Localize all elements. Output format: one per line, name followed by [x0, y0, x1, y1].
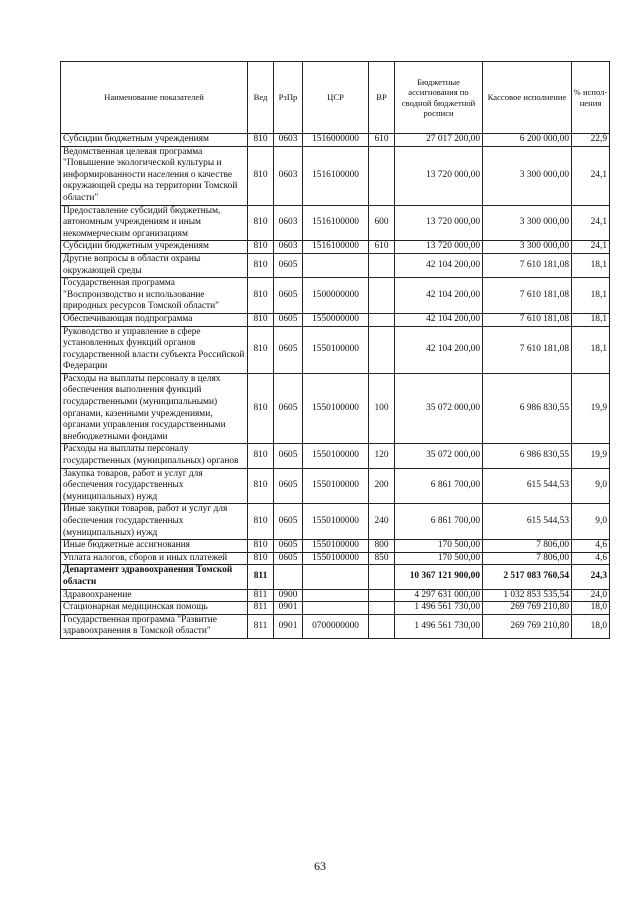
- cell-rzpr: 0605: [274, 278, 303, 314]
- cell-csr: 1516000000: [303, 134, 369, 147]
- cell-percent: 24,1: [572, 205, 610, 241]
- cell-csr: 1516100000: [303, 146, 369, 205]
- cell-budget: 42 104 200,00: [395, 278, 483, 314]
- cell-vr: [369, 313, 395, 326]
- cell-vr: 600: [369, 205, 395, 241]
- cell-cash: 2 517 083 760,54: [483, 565, 572, 589]
- cell-csr: 1550100000: [303, 468, 369, 504]
- cell-percent: 9,0: [572, 468, 610, 504]
- cell-percent: 22,9: [572, 134, 610, 147]
- cell-percent: 9,0: [572, 504, 610, 540]
- cell-ved: 811: [248, 602, 274, 615]
- cell-name: Предоставление субсидий бюджетным, автономным учреждениям и иным некоммерческим организациям: [61, 205, 248, 241]
- cell-ved: 810: [248, 205, 274, 241]
- cell-cash: 7 610 181,08: [483, 326, 572, 373]
- cell-vr: 200: [369, 468, 395, 504]
- cell-rzpr: 0605: [274, 444, 303, 468]
- cell-vr: [369, 602, 395, 615]
- cell-ved: 810: [248, 504, 274, 540]
- budget-execution-table: [60, 61, 610, 639]
- cell-vr: [369, 326, 395, 373]
- cell-percent: 24,0: [572, 589, 610, 602]
- header-percent: % испол-нения: [572, 62, 610, 134]
- cell-cash: 7 610 181,08: [483, 313, 572, 326]
- cell-csr: 1550100000: [303, 444, 369, 468]
- cell-percent: 18,1: [572, 253, 610, 277]
- cell-ved: 810: [248, 146, 274, 205]
- cell-budget: 13 720 000,00: [395, 205, 483, 241]
- cell-rzpr: [274, 565, 303, 589]
- cell-budget: 1 496 561 730,00: [395, 614, 483, 638]
- cell-budget: 42 104 200,00: [395, 253, 483, 277]
- cell-name: Обеспечивающая подпрограмма: [61, 313, 248, 326]
- cell-vr: 120: [369, 444, 395, 468]
- cell-budget: 13 720 000,00: [395, 241, 483, 254]
- table-row: [61, 602, 610, 615]
- cell-csr: 1516100000: [303, 205, 369, 241]
- cell-name: Стационарная медицинская помощь: [61, 602, 248, 615]
- cell-percent: 18,0: [572, 614, 610, 638]
- cell-csr: 1550100000: [303, 326, 369, 373]
- cell-name: Другие вопросы в области охраны окружающей среды: [61, 253, 248, 277]
- cell-csr: 1550100000: [303, 504, 369, 540]
- cell-name: Государственная программа "Развитие здравоохранения в Томской области": [61, 614, 248, 638]
- cell-cash: 615 544,53: [483, 504, 572, 540]
- table-row: [61, 565, 610, 589]
- cell-rzpr: 0605: [274, 253, 303, 277]
- cell-ved: 810: [248, 241, 274, 254]
- cell-rzpr: 0901: [274, 614, 303, 638]
- cell-cash: 269 769 210,80: [483, 614, 572, 638]
- cell-vr: 240: [369, 504, 395, 540]
- cell-budget: 6 861 700,00: [395, 468, 483, 504]
- cell-ved: 810: [248, 444, 274, 468]
- cell-budget: 4 297 631 000,00: [395, 589, 483, 602]
- table-row: [61, 468, 610, 504]
- cell-rzpr: 0605: [274, 540, 303, 553]
- cell-name: Государственная программа "Воспроизводство и использование природных ресурсов Томской области": [61, 278, 248, 314]
- cell-ved: 810: [248, 253, 274, 277]
- cell-budget: 35 072 000,00: [395, 373, 483, 444]
- cell-budget: 170 500,00: [395, 552, 483, 565]
- cell-percent: 24,1: [572, 146, 610, 205]
- cell-name: Руководство и управление в сфере установленных функций органов государственной власти субъекта Российской Федерации: [61, 326, 248, 373]
- header-cash: Кассовое исполнение: [483, 62, 572, 134]
- header-csr: ЦСР: [303, 62, 369, 134]
- cell-csr: [303, 565, 369, 589]
- table-row: [61, 278, 610, 314]
- table-row: [61, 205, 610, 241]
- table-row: [61, 504, 610, 540]
- cell-name: Уплата налогов, сборов и иных платежей: [61, 552, 248, 565]
- cell-cash: 3 300 000,00: [483, 146, 572, 205]
- cell-budget: 170 500,00: [395, 540, 483, 553]
- cell-budget: 1 496 561 730,00: [395, 602, 483, 615]
- table-row: [61, 589, 610, 602]
- cell-vr: 100: [369, 373, 395, 444]
- cell-rzpr: 0603: [274, 134, 303, 147]
- cell-cash: 6 200 000,00: [483, 134, 572, 147]
- cell-rzpr: 0605: [274, 504, 303, 540]
- cell-csr: [303, 602, 369, 615]
- cell-percent: 24,1: [572, 241, 610, 254]
- cell-budget: 27 017 200,00: [395, 134, 483, 147]
- cell-percent: 18,1: [572, 326, 610, 373]
- cell-vr: [369, 614, 395, 638]
- table-row: [61, 614, 610, 638]
- cell-name: Департамент здравоохранения Томской области: [61, 565, 248, 589]
- cell-budget: 35 072 000,00: [395, 444, 483, 468]
- cell-cash: 7 806,00: [483, 552, 572, 565]
- cell-ved: 811: [248, 565, 274, 589]
- cell-name: Ведомственная целевая программа "Повышение экологической культуры и информированности населения о качестве окружающей среды на территории Томской области": [61, 146, 248, 205]
- cell-name: Расходы на выплаты персоналу государственных (муниципальных) органов: [61, 444, 248, 468]
- table-body: [61, 134, 610, 639]
- cell-percent: 18,0: [572, 602, 610, 615]
- cell-ved: 810: [248, 134, 274, 147]
- cell-cash: 6 986 830,55: [483, 373, 572, 444]
- cell-percent: 19,9: [572, 373, 610, 444]
- cell-cash: 7 610 181,08: [483, 278, 572, 314]
- cell-rzpr: 0603: [274, 205, 303, 241]
- cell-name: Иные закупки товаров, работ и услуг для обеспечения государственных (муниципальных) нужд: [61, 504, 248, 540]
- cell-vr: [369, 565, 395, 589]
- cell-cash: 3 300 000,00: [483, 205, 572, 241]
- cell-cash: 6 986 830,55: [483, 444, 572, 468]
- cell-budget: 13 720 000,00: [395, 146, 483, 205]
- cell-ved: 810: [248, 468, 274, 504]
- table-row: [61, 373, 610, 444]
- cell-ved: 810: [248, 313, 274, 326]
- cell-budget: 42 104 200,00: [395, 313, 483, 326]
- cell-vr: [369, 146, 395, 205]
- table-header-row: [61, 62, 610, 134]
- cell-rzpr: 0603: [274, 241, 303, 254]
- header-vr: ВР: [369, 62, 395, 134]
- cell-vr: 610: [369, 241, 395, 254]
- cell-name: Здравоохранение: [61, 589, 248, 602]
- cell-ved: 810: [248, 552, 274, 565]
- header-ved: Вед: [248, 62, 274, 134]
- cell-rzpr: 0605: [274, 468, 303, 504]
- table-row: [61, 444, 610, 468]
- cell-csr: [303, 253, 369, 277]
- cell-vr: 800: [369, 540, 395, 553]
- cell-budget: 6 861 700,00: [395, 504, 483, 540]
- cell-name: Расходы на выплаты персоналу в целях обеспечения выполнения функций государственными (муниципальными) органами, казенными учреждениями, органами управления государственными внебюджетными фондами: [61, 373, 248, 444]
- cell-percent: 4,6: [572, 540, 610, 553]
- cell-csr: 1550100000: [303, 552, 369, 565]
- table-row: [61, 253, 610, 277]
- cell-ved: 810: [248, 326, 274, 373]
- cell-ved: 810: [248, 373, 274, 444]
- header-budget: Бюджетные ассигнования по сводной бюджетной росписи: [395, 62, 483, 134]
- cell-vr: [369, 278, 395, 314]
- cell-cash: 615 544,53: [483, 468, 572, 504]
- cell-rzpr: 0605: [274, 326, 303, 373]
- cell-cash: 269 769 210,80: [483, 602, 572, 615]
- cell-percent: 19,9: [572, 444, 610, 468]
- cell-csr: 1550100000: [303, 373, 369, 444]
- page-number: 63: [314, 859, 326, 873]
- cell-csr: 1550000000: [303, 313, 369, 326]
- cell-csr: 1516100000: [303, 241, 369, 254]
- cell-name: Закупка товаров, работ и услуг для обеспечения государственных (муниципальных) нужд: [61, 468, 248, 504]
- cell-csr: 1500000000: [303, 278, 369, 314]
- cell-vr: 610: [369, 134, 395, 147]
- cell-ved: 810: [248, 540, 274, 553]
- table-row: [61, 313, 610, 326]
- cell-csr: 1550100000: [303, 540, 369, 553]
- cell-vr: [369, 253, 395, 277]
- cell-cash: 3 300 000,00: [483, 241, 572, 254]
- cell-vr: 850: [369, 552, 395, 565]
- cell-vr: [369, 589, 395, 602]
- cell-ved: 811: [248, 589, 274, 602]
- cell-ved: 810: [248, 278, 274, 314]
- cell-ved: 811: [248, 614, 274, 638]
- cell-percent: 18,1: [572, 313, 610, 326]
- cell-cash: 1 032 853 535,54: [483, 589, 572, 602]
- cell-budget: 10 367 121 900,00: [395, 565, 483, 589]
- table-row: [61, 241, 610, 254]
- cell-rzpr: 0603: [274, 146, 303, 205]
- cell-percent: 18,1: [572, 278, 610, 314]
- cell-csr: 0700000000: [303, 614, 369, 638]
- cell-rzpr: 0605: [274, 313, 303, 326]
- header-name: Наименование показателей: [61, 62, 248, 134]
- table-row: [61, 134, 610, 147]
- table-row: [61, 146, 610, 205]
- cell-rzpr: 0605: [274, 552, 303, 565]
- table-row: [61, 540, 610, 553]
- header-rzpr: РзПр: [274, 62, 303, 134]
- table-row: [61, 326, 610, 373]
- cell-percent: 24,3: [572, 565, 610, 589]
- cell-csr: [303, 589, 369, 602]
- cell-name: Субсидии бюджетным учреждениям: [61, 241, 248, 254]
- cell-rzpr: 0605: [274, 373, 303, 444]
- cell-name: Иные бюджетные ассигнования: [61, 540, 248, 553]
- cell-rzpr: 0900: [274, 589, 303, 602]
- table-row: [61, 552, 610, 565]
- cell-percent: 4,6: [572, 552, 610, 565]
- cell-cash: 7 806,00: [483, 540, 572, 553]
- cell-cash: 7 610 181,08: [483, 253, 572, 277]
- cell-rzpr: 0901: [274, 602, 303, 615]
- cell-name: Субсидии бюджетным учреждениям: [61, 134, 248, 147]
- cell-budget: 42 104 200,00: [395, 326, 483, 373]
